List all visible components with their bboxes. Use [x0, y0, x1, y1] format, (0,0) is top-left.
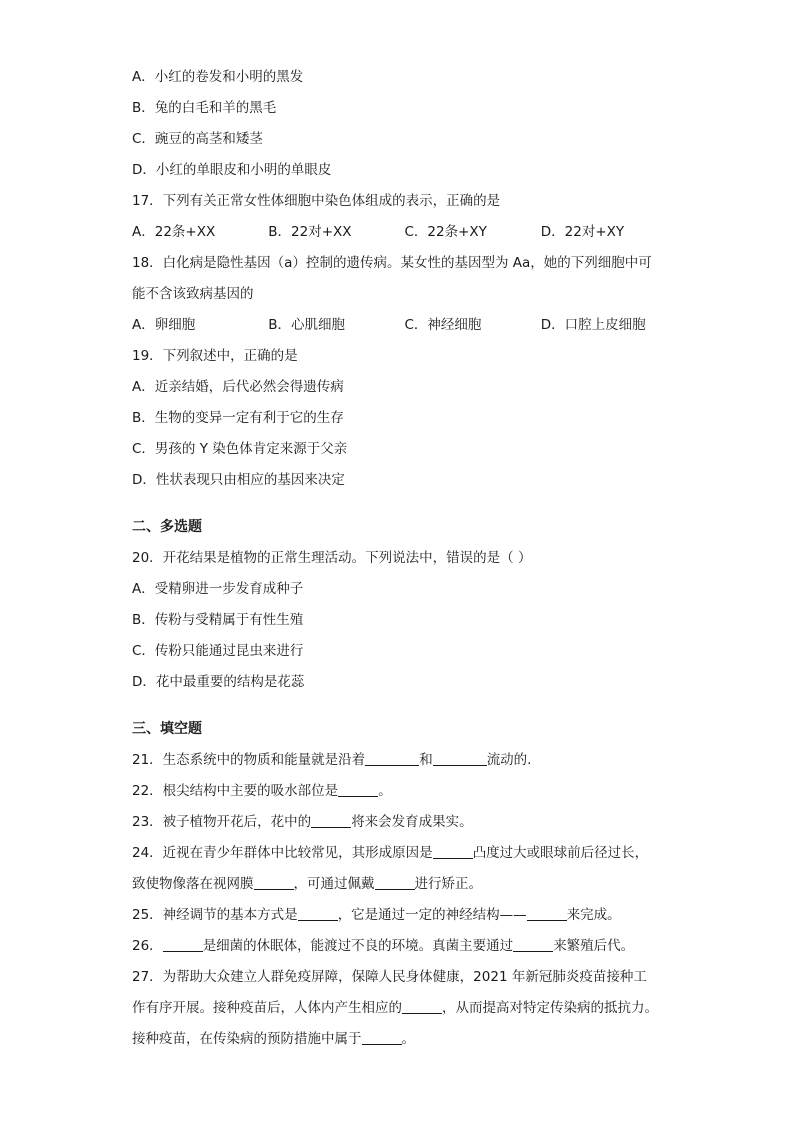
q24-line1: [132, 838, 677, 869]
q27-blank-2: [362, 1030, 402, 1045]
q27-text-3: 接种疫苗，在传染病的预防措施中属于: [132, 1031, 362, 1047]
q21-blank-1: [365, 751, 419, 766]
q24-text-1: 24．近视在青少年群体中比较常见，其形成原因是: [132, 845, 433, 861]
q25-text-3: 来完成。: [566, 907, 621, 923]
q26-blank-1: [163, 937, 203, 952]
q20-option-b: B．传粉与受精属于有性生殖: [132, 612, 304, 628]
q25-text-2: ，它是通过一定的神经结构——: [337, 907, 527, 923]
q24-text-4: ，可通过佩戴: [293, 876, 375, 892]
q17-options: [132, 217, 677, 248]
question-22: [132, 776, 677, 807]
q24-text-3: 致使物像落在视网膜: [132, 876, 254, 892]
q21-blank-2: [433, 751, 487, 766]
q19-option-a: A．近亲结婚，后代必然会得遗传病: [132, 379, 344, 395]
q17-option-a: A．22条+XX: [132, 224, 216, 240]
q20-option-c: C．传粉只能通过昆虫来进行: [132, 643, 304, 659]
q17-stem: 17．下列有关正常女性体细胞中染色体组成的表示，正确的是: [132, 193, 501, 209]
q16-option-d: D．小红的单眼皮和小明的单眼皮: [132, 162, 332, 178]
q27-text-1: 作有序开展。接种疫苗后，人体内产生相应的: [132, 1000, 402, 1016]
q24-blank-2: [254, 875, 294, 890]
q27-text-2: ，从而提高对特定传染病的抵抗力。: [442, 1000, 658, 1016]
q17-option-c: C．22条+XY: [404, 224, 487, 240]
q24-line2: [132, 869, 677, 900]
question-20: [132, 543, 677, 698]
question-23: [132, 807, 677, 838]
q24-text-2: 凸度过大或眼球前后径过长，: [472, 845, 649, 861]
question-18: [132, 248, 677, 341]
q19-option-d: D．性状表现只由相应的基因来决定: [132, 472, 345, 488]
section-heading-fill-in: 三、填空题: [132, 721, 202, 737]
q21-text-3: 流动的.: [486, 752, 532, 768]
q26-text-1: 26．: [132, 938, 163, 954]
q23-blank-1: [311, 813, 351, 828]
question-17: [132, 186, 677, 248]
question-25: [132, 900, 677, 931]
q22-text-2: 。: [378, 783, 392, 799]
q19-option-c: C．男孩的 Y 染色体肯定来源于父亲: [132, 441, 348, 457]
q27-blank-1: [402, 999, 442, 1014]
q17-option-d: D．22对+XY: [540, 224, 625, 240]
q18-option-c: C．神经细胞: [404, 317, 482, 333]
q20-option-d: D．花中最重要的结构是花蕊: [132, 674, 305, 690]
q24-blank-1: [433, 844, 473, 859]
q26-blank-2: [513, 937, 553, 952]
q27-text-4: 。: [401, 1031, 415, 1047]
question-24: [132, 838, 677, 900]
question-27: [132, 962, 677, 1055]
q26-text-3: 来繁殖后代。: [553, 938, 635, 954]
q27-line3: [132, 1024, 677, 1055]
q27-line1: 27．为帮助大众建立人群免疫屏障，保障人民身体健康，2021 年新冠肺炎疫苗接种工: [132, 969, 647, 985]
question-16-options: [132, 62, 677, 186]
q19-stem: 19．下列叙述中，正确的是: [132, 348, 298, 364]
q24-blank-3: [375, 875, 415, 890]
q20-stem: 20．开花结果是植物的正常生理活动。下列说法中，错误的是（ ）: [132, 550, 532, 566]
q18-option-d: D．口腔上皮细胞: [540, 317, 646, 333]
q26-text-2: 是细菌的休眠体，能渡过不良的环境。真菌主要通过: [202, 938, 514, 954]
question-19: [132, 341, 677, 496]
section-heading-multiple-choice: 二、多选题: [132, 519, 202, 535]
q22-text-1: 22．根尖结构中主要的吸水部位是: [132, 783, 339, 799]
q16-option-a: A．小红的卷发和小明的黑发: [132, 69, 304, 85]
q25-blank-1: [298, 906, 338, 921]
q18-stem-line2: 能不含该致病基因的: [132, 286, 254, 302]
q25-text-1: 25．神经调节的基本方式是: [132, 907, 298, 923]
question-21: [132, 745, 677, 776]
exam-page: [132, 62, 677, 1055]
q18-option-b: B．心肌细胞: [268, 317, 346, 333]
q21-text-2: 和: [419, 752, 433, 768]
q19-option-b: B．生物的变异一定有利于它的生存: [132, 410, 344, 426]
q22-blank-1: [338, 782, 378, 797]
q18-stem-line1: 18．白化病是隐性基因（a）控制的遗传病。某女性的基因型为 Aa，她的下列细胞中可: [132, 255, 652, 271]
q23-text-1: 23．被子植物开花后，花中的: [132, 814, 312, 830]
question-26: [132, 931, 677, 962]
q20-option-a: A．受精卵进一步发育成种子: [132, 581, 304, 597]
q16-option-b: B．兔的白毛和羊的黑毛: [132, 100, 277, 116]
q18-options: [132, 310, 677, 341]
q18-option-a: A．卵细胞: [132, 317, 196, 333]
q24-text-5: 进行矫正。: [414, 876, 482, 892]
q27-line2: [132, 993, 677, 1024]
q17-option-b: B．22对+XX: [268, 224, 352, 240]
q25-blank-2: [527, 906, 567, 921]
q21-text-1: 21．生态系统中的物质和能量就是沿着: [132, 752, 366, 768]
q16-option-c: C．豌豆的高茎和矮茎: [132, 131, 263, 147]
q23-text-2: 将来会发育成果实。: [351, 814, 473, 830]
